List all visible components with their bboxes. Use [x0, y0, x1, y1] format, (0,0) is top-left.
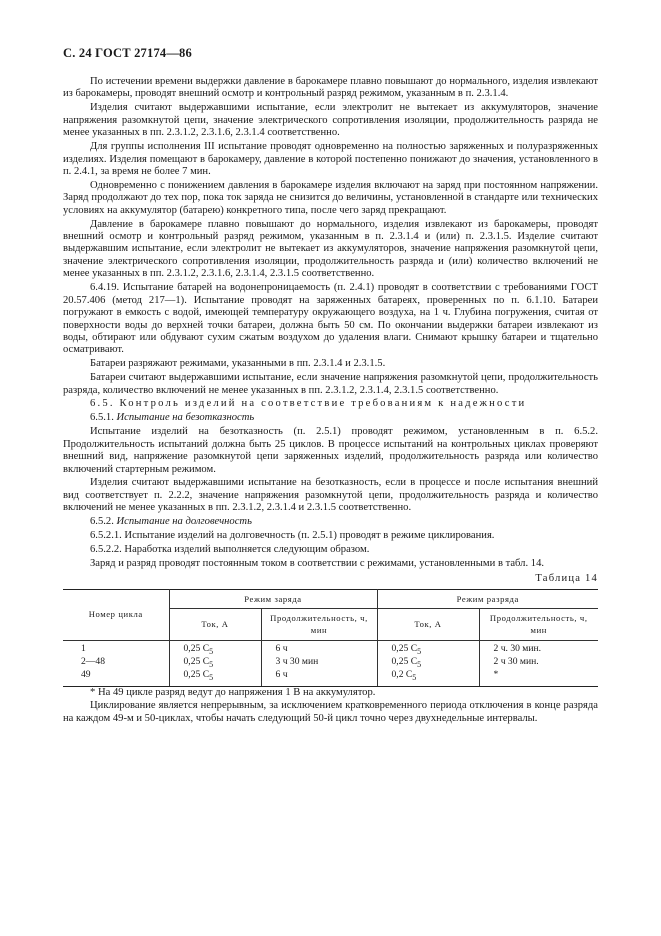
body-text [63, 76, 598, 727]
paragraph: Заряд и разряд проводят постоянным током в соответствии с режимами, установленными в табл. 14. [90, 557, 545, 569]
cell-charge-current: 0,25 $C_5$ [169, 670, 261, 686]
paragraph: Для группы исполнения III испытание проводят одновременно на полностью заряженных и полуразряженных изделиях. Изделия помещают в барокамеру, давление в которой постепенно понижают до значения, установленного в п. 2.4.1, за время не более 7 мин. [63, 141, 598, 177]
cell-charge-duration: 6 ч [261, 670, 377, 686]
paragraph: Давление в барокамере плавно повышают до нормального, изделия извлекают из барокамеры, проводят внешний осмотр и контрольный разряд режимом, указанным в п. 2.3.1.4 и (или) п. 2.3.1.5. Изделие считают выдержавшим испытание, если электролит не вытекает из аккумуляторов, значение напряжения разомкнутой цепи, значение электрического сопротивления изоляции, продолжительность разряда и (или) количество включений не менее указанных в пп. 2.3.1.2, 2.3.1.6, 2.3.1.4, 2.3.1.5 соответственно. [63, 218, 598, 280]
paragraph: 6.5.2.2. Наработка изделий выполняется следующим образом. [90, 543, 370, 555]
cell-charge-current: 0,25 $C_5$ [169, 640, 261, 656]
cell-discharge-current: 0,25 $C_5$ [377, 657, 479, 670]
cell-discharge-current: 0,2 $C_5$ [377, 670, 479, 686]
header-charge-current: Ток, А [169, 608, 261, 640]
section-title: Испытание на долговечность [116, 516, 252, 528]
cell-charge-duration: 3 ч 30 мин [261, 657, 377, 670]
header-charge-duration: Продолжительность, ч, мин [261, 608, 377, 640]
table-row [63, 657, 598, 670]
cell-charge-current: 0,25 $C_5$ [169, 657, 261, 670]
section-number: 6.5.1. [90, 412, 114, 424]
paragraph: По истечении времени выдержки давление в барокамере плавно повышают до нормального, изделия извлекают из барокамеры, проводят внешний осмотр и контрольный разряд режимом, указанным в п. 2.3.1.4. [63, 76, 598, 100]
header-discharge-duration: Продолжительность, ч, мин [479, 608, 598, 640]
paragraph: Батареи разряжают режимами, указанными в пп. 2.3.1.4 и 2.3.1.5. [90, 358, 386, 370]
paragraph: Изделия считают выдержавшими испытание на безотказность, если в процессе и после испытания внешний вид соответствует п. 2.2.2, значение напряжения разомкнутой цепи, продолжительность разряда и количество включений не менее указанных в пп. 2.3.1.2, 2.3.1.4 и 2.3.1.5 соответственно. [63, 477, 598, 514]
cell-charge-duration: 6 ч [261, 640, 377, 656]
paragraph: Батареи считают выдержавшими испытание, если значение напряжения разомкнутой цепи, продолжительность разряда, количество включений не менее указанных в пп. 2.3.1.2, 2.3.1.4, 2.3.1.5 соответственно. [63, 372, 598, 396]
table-footnote: * На 49 цикле разряд ведут до напряжения 1 В на аккумулятор. [90, 686, 376, 698]
paragraph: Испытание изделий на безотказность (п. 2.5.1) проводят режимом, установленным в п. 6.5.2. Продолжительность испытаний должна быть 25 циклов. В процессе испытаний на контрольных циклах проверяют внешний вид, напряжение разомкнутой цепи заряженных изделий, продолжительность разряда или количество включений стартерным режимом. [63, 426, 598, 475]
section-heading-6-5-2 [63, 516, 598, 528]
cell-cycle: 49 [63, 670, 169, 686]
cell-cycle: 2—48 [63, 657, 169, 670]
section-number: 6.5.2. [90, 516, 114, 528]
paragraph: Одновременно с понижением давления в барокамере изделия включают на заряд при постоянном напряжении. Заряд продолжают до тех пор, пока ток заряда не снизится до величины, установленной в стандарте или технических условиях на аккумулятор (батарею) конкретного типа, после чего заряд прекращают. [63, 179, 598, 216]
paragraph: 6.4.19. Испытание батарей на водонепроницаемость (п. 2.4.1) проводят в соответствии с требованиями ГОСТ 20.57.406 (метод 217—1). Испытание проводят на заряженных батареях, проверенных по п. 6.1.10. Батареи погружают в емкость с водой, имеющей температуру окружающего воздуха, на 1 ч. Глубина погружения, считая от поверхности воды до верхней точки батареи, должна быть 50 см. По окончании выдержки батареи извлекают из воды, обтирают или обдувают сухим сжатым воздухом до удаления влаги. Снимают крышку батареи и тщательно осматривают. [63, 282, 598, 356]
section-title: Испытание на безотказность [116, 412, 255, 424]
paragraph: 6.5.2.1. Испытание изделий на долговечность (п. 2.5.1) проводят в режиме циклирования. [90, 529, 495, 541]
section-heading-6-5-1 [63, 412, 598, 424]
cell-discharge-duration: 2 ч 30 мин. [479, 657, 598, 670]
cell-discharge-duration: 2 ч. 30 мин. [479, 640, 598, 656]
header-charge-mode: Режим заряда [169, 589, 377, 608]
cycling-table [63, 589, 598, 687]
cell-discharge-current: 0,25 $C_5$ [377, 640, 479, 656]
header-discharge-mode: Режим разряда [377, 589, 598, 608]
cell-cycle: 1 [63, 640, 169, 656]
section-heading-6-5: 6.5. Контроль изделий на соответствие требованиям к надежности [90, 398, 527, 410]
cell-discharge-duration: * [479, 670, 598, 686]
paragraph: Циклирование является непрерывным, за исключением кратковременного периода отключения в конце разряда на каждом 49-м и 50-циклах, чтобы начать следующий 50-й цикл точно через двухнедельные интервалы. [63, 700, 598, 724]
header-discharge-current: Ток, А [377, 608, 479, 640]
page-header: С. 24 ГОСТ 27174—86 [63, 46, 192, 60]
table-row [63, 670, 598, 686]
paragraph: Изделия считают выдержавшими испытание, если электролит не вытекает из аккумуляторов, значение напряжения разомкнутой цепи, значение электрического сопротивления изоляции, продолжительность разряда не менее указанных в пп. 2.3.1.2, 2.3.1.6, 2.3.1.4 соответственно. [63, 102, 598, 139]
table-caption: Таблица 14 [535, 573, 598, 585]
table-row [63, 640, 598, 656]
header-cycle-number: Номер цикла [63, 589, 169, 640]
